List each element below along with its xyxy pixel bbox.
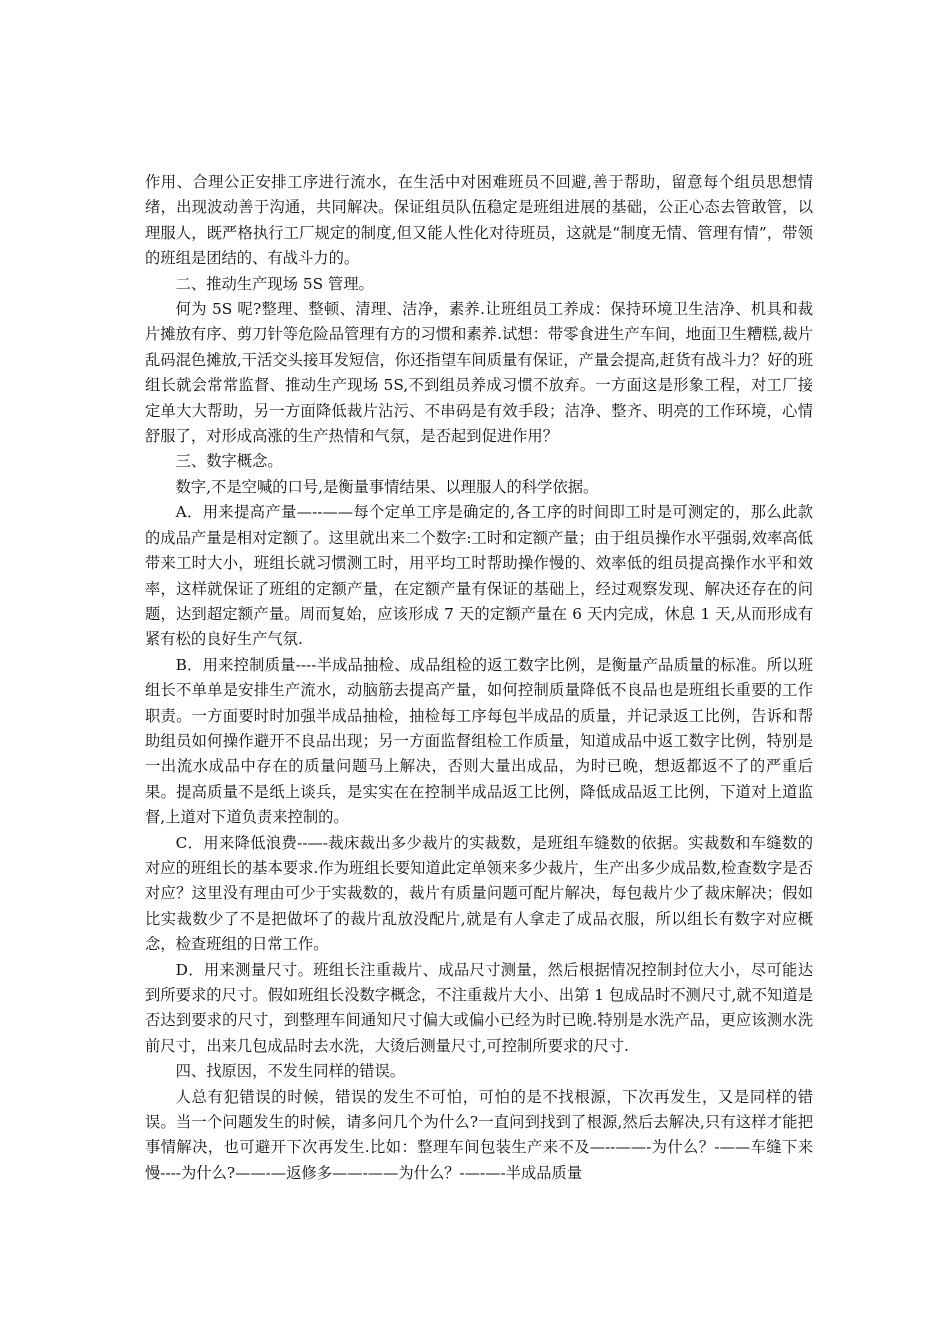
section-heading-2: 二、推动生产现场 5S 管理。 bbox=[175, 274, 374, 293]
paragraph-numbers-intro: 数字,不是空喊的口号,是衡量事情结果、以理服人的科学依据。 bbox=[175, 477, 599, 496]
paragraph-item-a: A．用来提高产量—--——每个定单工序是确定的,各工序的时间即工时是可测定的，那么此款的成品产量是相对定额了。这里就出来二个数字:工时和定额产量；由于组员操作水平强弱,效率高低带来工时大小，班组长就习惯测工时，用平均工时帮助操作慢的、效率低的组员提高操作水平和效率，这样就保证了班组的定额产量，在定额产量有保证的基础上，经过观察发现、解决还存在的问题，达到超定额产量。周而复始，应该形成 7 天的定额产量在 6 天内完成，休息 1 天,从而形成有紧有松的良好生产气氛. bbox=[145, 503, 813, 649]
paragraph-root-cause: 人总有犯错误的时候，错误的发生不可怕，可怕的是不找根源，下次再发生，又是同样的错误。当一个问题发生的时候，请多问几个为什么?一直问到找到了根源,然后去解决,只有这样才能把事情解决，也可避开下次再发生.比如：整理车间包装生产来不及—--——-为什么？-——车缝下来慢----为什么?——-—返修多——-——为什么？-—-—-半成品质量 bbox=[145, 1087, 813, 1182]
paragraph-item-b: B．用来控制质量----半成品抽检、成品组检的返工数字比例，是衡量产品质量的标准。所以班组长不单单是安排生产流水，动脑筋去提高产量，如何控制质量降低不良品也是班组长重要的工作职责。一方面要时时加强半成品抽检，抽检每工序每包半成品的质量，并记录返工比例，告诉和帮助组员如何操作避开不良品出现；另一方面监督组检工作质量，知道成品中返工数字比例，特别是一出流水成品中存在的质量问题马上解决，否则大量出成品，为时已晚，想返都返不了的严重后果。提高质量不是纸上谈兵，是实实在在控制半成品返工比例，降低成品返工比例，下道对上道监督,上道对下道负责来控制的。 bbox=[145, 655, 813, 827]
paragraph-item-c: C．用来降低浪费--—-裁床裁出多少裁片的实裁数，是班组车缝数的依据。实裁数和车缝数的对应的班组长的基本要求.作为班组长要知道此定单领来多少裁片，生产出多少成品数,检查数字是否对应？这里没有理由可少于实裁数的，裁片有质量问题可配片解决，每包裁片少了裁床解决；假如比实裁数少了不是把做坏了的裁片乱放没配片,就是有人拿走了成品衣服，所以组长有数字对应概念，检查班组的日常工作。 bbox=[145, 833, 813, 954]
paragraph-item-d: D．用来测量尺寸。班组长注重裁片、成品尺寸测量，然后根据情况控制封位大小，尽可能达到所要求的尺寸。假如班组长没数字概念，不注重裁片大小、出第 1 包成品时不测尺寸,就不知道是否达到要求的尺寸，到整理车间通知尺寸偏大或偏小已经为时已晚.特别是水洗产品，更应该测水洗前尺寸，出来几包成品时去水洗，大烫后测量尺寸,可控制所要求的尺寸. bbox=[145, 960, 813, 1055]
section-heading-4: 四、找原因，不发生同样的错误。 bbox=[175, 1062, 406, 1081]
document-page bbox=[145, 170, 813, 1186]
section-heading-3: 三、数字概念。 bbox=[175, 452, 283, 471]
paragraph-5s: 何为 5S 呢?整理、整顿、清理、洁净，素养.让班组员工养成：保持环境卫生洁净、机具和裁片摊放有序、剪刀针等危险品管理有方的习惯和素养.试想：带零食进生产车间，地面卫生糟糕,裁片乱码混色摊放,干活交头接耳发短信，你还指望车间质量有保证，产量会提高,赶货有战斗力？好的班组长就会常常监督、推动生产现场 5S,不到组员养成习惯不放弃。一方面这是形象工程，对工厂接定单大大帮助，另一方面降低裁片沾污、不串码是有效手段；洁净、整齐、明亮的工作环境，心情舒服了，对形成高涨的生产热情和气氛，是否起到促进作用？ bbox=[145, 300, 813, 446]
paragraph-1: 作用、合理公正安排工序进行流水，在生活中对困难班员不回避,善于帮助，留意每个组员思想情绪，出现波动善于沟通，共同解决。保证组员队伍稳定是班组进展的基础，公正心态去管敢管，以理服人，既严格执行工厂规定的制度,但又能人性化对待班员，这就是“制度无情、管理有情”，带领的班组是团结的、有战斗力的。 bbox=[145, 173, 813, 268]
